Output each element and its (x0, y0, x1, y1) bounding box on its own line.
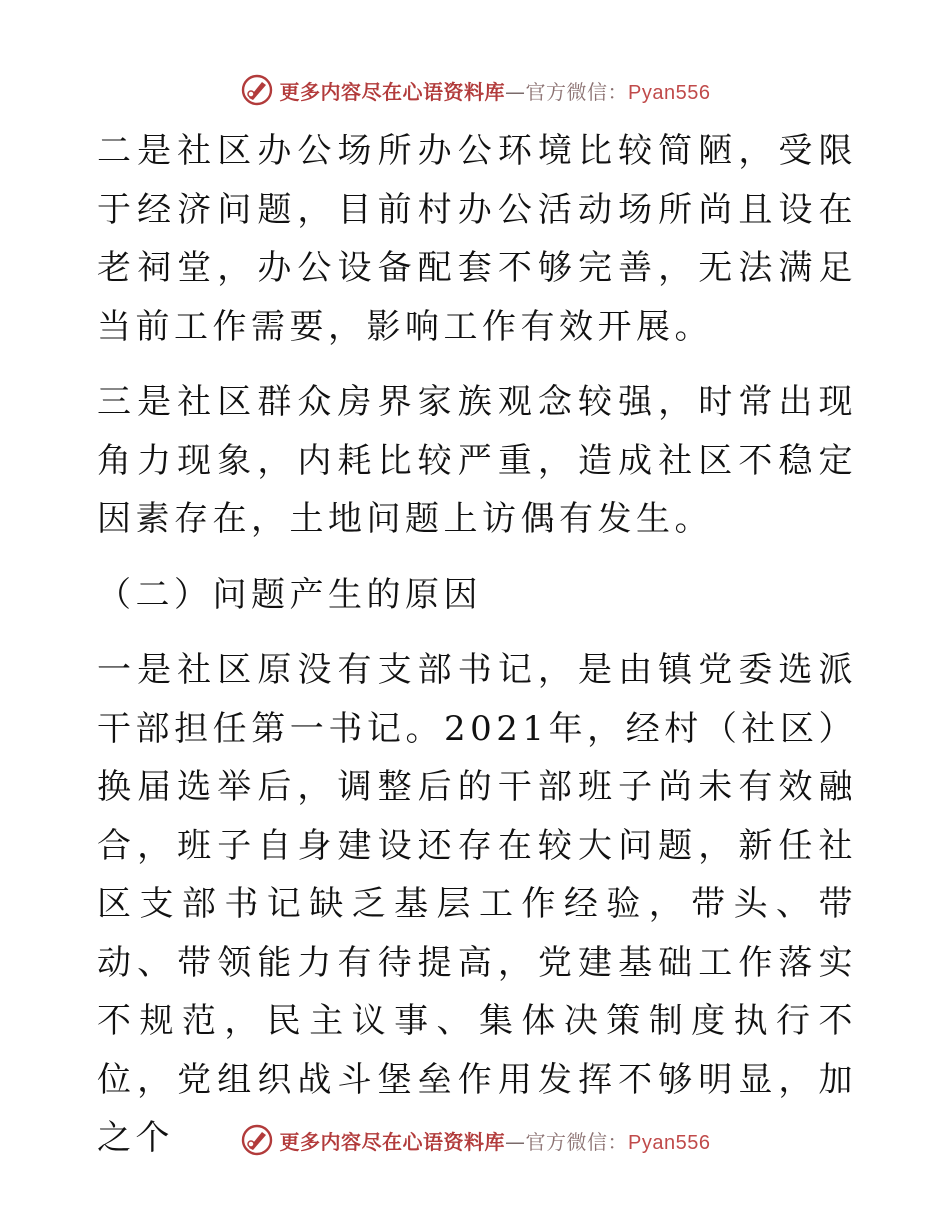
pen-logo-icon (240, 73, 274, 107)
watermark-wechat-id: Pyan556 (628, 1131, 711, 1154)
paragraph: 二是社区办公场所办公环境比较简陋，受限于经济问题，目前村办公活动场所尚且设在老祠堂，办公设备配套不够完善，无法满足当前工作需要，影响工作有效开展。 (97, 131, 857, 347)
watermark-wechat-id: Pyan556 (628, 81, 711, 104)
watermark-dash: — (505, 1129, 526, 1154)
watermark-main: 更多内容尽在心语资料库 (279, 79, 506, 104)
watermark-main: 更多内容尽在心语资料库 (279, 1129, 506, 1154)
paragraph: 一是社区原没有支部书记，是由镇党委选派干部担任第一书记。2021年，经村（社区）换届选举后，调整后的干部班子尚未有效融合，班子自身建设还存在较大问题，新任社区支部书记缺乏基层工作经验，带头、带动、带领能力有待提高，党建基础工作落实不规范，民主议事、集体决策制度执行不位，党组织战斗堡垒作用发挥不够明显，加之个 (97, 650, 857, 1158)
pen-logo-icon (240, 1123, 274, 1157)
document-body (97, 122, 857, 1168)
section-heading: （二）问题产生的原因 (97, 574, 482, 615)
watermark-text (280, 1126, 711, 1155)
header-watermark (0, 70, 950, 110)
watermark-wechat-label: 官方微信： (525, 1129, 629, 1154)
paragraph: 三是社区群众房界家族观念较强，时常出现角力现象，内耗比较严重，造成社区不稳定因素存在，土地问题上访偶有发生。 (97, 382, 857, 539)
watermark-wechat-label: 官方微信： (525, 79, 629, 104)
watermark-dash: — (505, 79, 526, 104)
watermark-text (280, 76, 711, 105)
footer-watermark (0, 1120, 950, 1160)
